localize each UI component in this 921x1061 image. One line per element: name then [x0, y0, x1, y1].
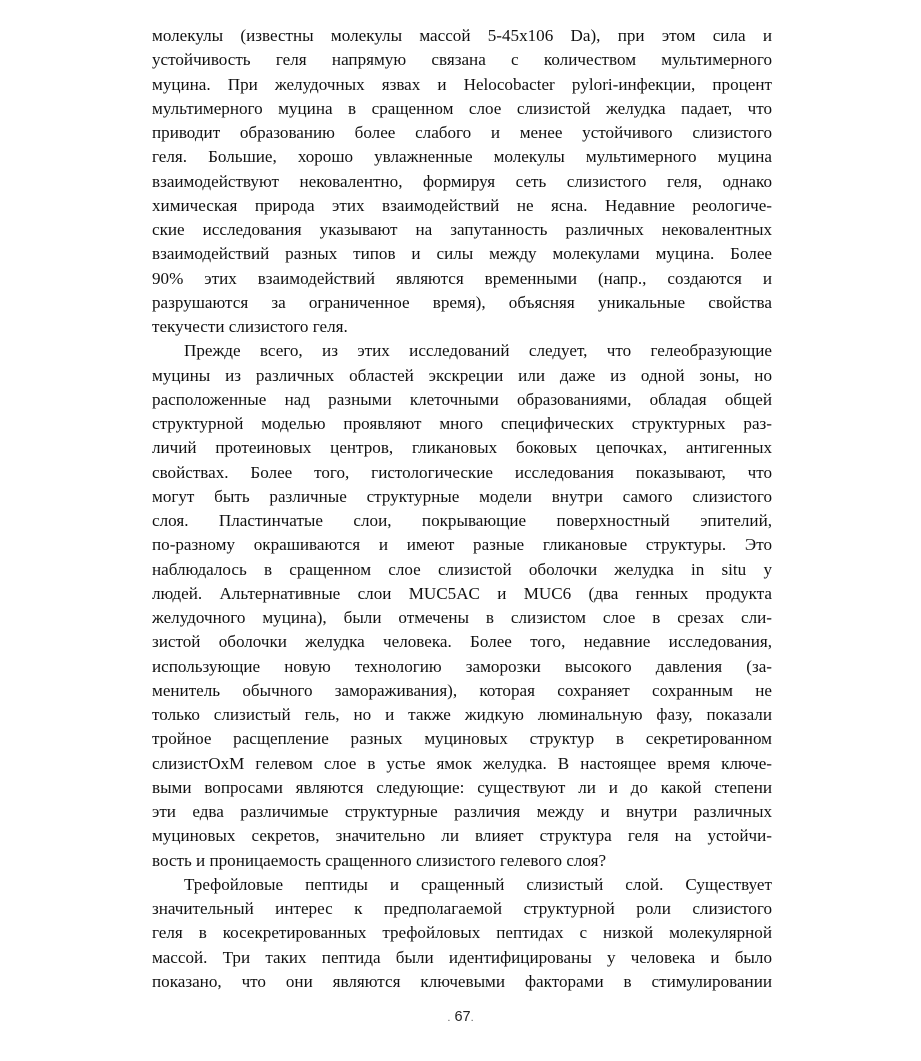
text-line: молекулы (известны молекулы массой 5-45x106 Da), при этом сила и [152, 26, 772, 45]
text-line: приводит образованию более слабого и менее устойчивого слизистого [152, 123, 772, 142]
page-number-value: 67 [454, 1009, 471, 1025]
text-line: Трефойловые пептиды и сращенный слизистый слой. Существует [184, 874, 772, 894]
text-line: муцина. При желудочных язвах и Helocobacter pylori-инфекции, процент [152, 74, 772, 94]
page-number-left-mark: . [447, 1012, 451, 1024]
text-line: личий протеиновых центров, гликановых боковых цепочках, антигенных [152, 438, 772, 458]
text-line: массой. Три таких пептида были идентифицированы у человека и было [152, 947, 772, 967]
paragraph [152, 24, 772, 339]
text-line: 90% этих взаимодействий являются временными (напр., создаются и [152, 268, 772, 288]
text-line: зистой оболочки желудка человека. Более того, недавние исследования, [152, 632, 772, 652]
text-line: расположенные над разными клеточными образованиями, обладая общей [152, 389, 772, 409]
text-line: могут быть различные структурные модели внутри самого слизистого [152, 486, 772, 506]
text-line: слоя. Пластинчатые слои, покрывающие поверхностный эпителий, [152, 511, 772, 530]
text-line: химическая природа этих взаимодействий не ясна. Недавние реологиче- [152, 195, 772, 215]
page-number [0, 1009, 921, 1025]
text-line: структурной моделью проявляют много специфических структурных раз- [152, 414, 772, 433]
text-line: желудочного муцина), были отмечены в слизистом слое в срезах сли- [152, 608, 772, 627]
text-line: Прежде всего, из этих исследований следует, что гелеобразующие [184, 341, 772, 361]
text-line: взаимодействий разных типов и силы между молекулами муцина. Более [152, 244, 772, 264]
text-line: геля. Большие, хорошо увлажненные молекулы мультимерного муцина [152, 147, 772, 167]
text-line: менитель обычного замораживания), которая сохраняет сохранным не [152, 680, 772, 700]
text-line: показано, что они являются ключевыми факторами в стимулировании [152, 971, 772, 991]
text-line: вость и проницаемость сращенного слизистого гелевого слоя? [152, 850, 607, 870]
text-line: эти едва различимые структурные различия между и внутри различных [152, 802, 772, 821]
text-line: геля в косекретированных трефойловых пептидах с низкой молекулярной [152, 923, 772, 943]
text-line: свойствах. Более того, гистологические исследования показывают, что [152, 462, 772, 482]
text-line: муциновых секретов, значительно ли влияет структура геля на устойчи- [152, 826, 772, 846]
text-line: только слизистый гель, но и также жидкую люминальную фазу, показали [152, 705, 772, 724]
text-line: муцины из различных областей экскреции или даже из одной зоны, но [152, 365, 772, 385]
text-line: тройное расщепление разных муциновых структур в секретированном [152, 729, 772, 749]
text-line: выми вопросами являются следующие: существуют ли и до какой степени [152, 777, 772, 797]
paragraph [152, 873, 772, 994]
text-line: ские исследования указывают на запутанность различных нековалентных [152, 220, 772, 239]
text-line: текучести слизистого геля. [152, 317, 348, 336]
text-line: наблюдалось в сращенном слое слизистой оболочки желудка in situ у [152, 559, 772, 579]
text-line: по-разному окрашиваются и имеют разные гликановые структуры. Это [152, 535, 772, 555]
text-line: людей. Альтернативные слои MUC5AC и MUC6 (два генных продукта [152, 583, 772, 603]
text-line: мультимерного муцина в сращенном слое слизистой желудка падает, что [152, 98, 772, 118]
text-line: использующие новую технологию заморозки высокого давления (за- [152, 656, 772, 676]
text-line: значительный интерес к предполагаемой структурной роли слизистого [152, 899, 772, 918]
text-line: слизистОхМ гелевом слое в устье ямок желудка. В настоящее время ключе- [152, 753, 772, 773]
page-number-right-mark: . [470, 1012, 474, 1024]
text-line: устойчивость геля напрямую связана с количеством мультимерного [152, 50, 772, 70]
paragraph [152, 339, 772, 873]
body-text [152, 24, 772, 994]
text-line: взаимодействуют нековалентно, формируя сеть слизистого геля, однако [152, 171, 772, 191]
text-line: разрушаются за ограниченное время), объясняя уникальные свойства [152, 292, 772, 312]
